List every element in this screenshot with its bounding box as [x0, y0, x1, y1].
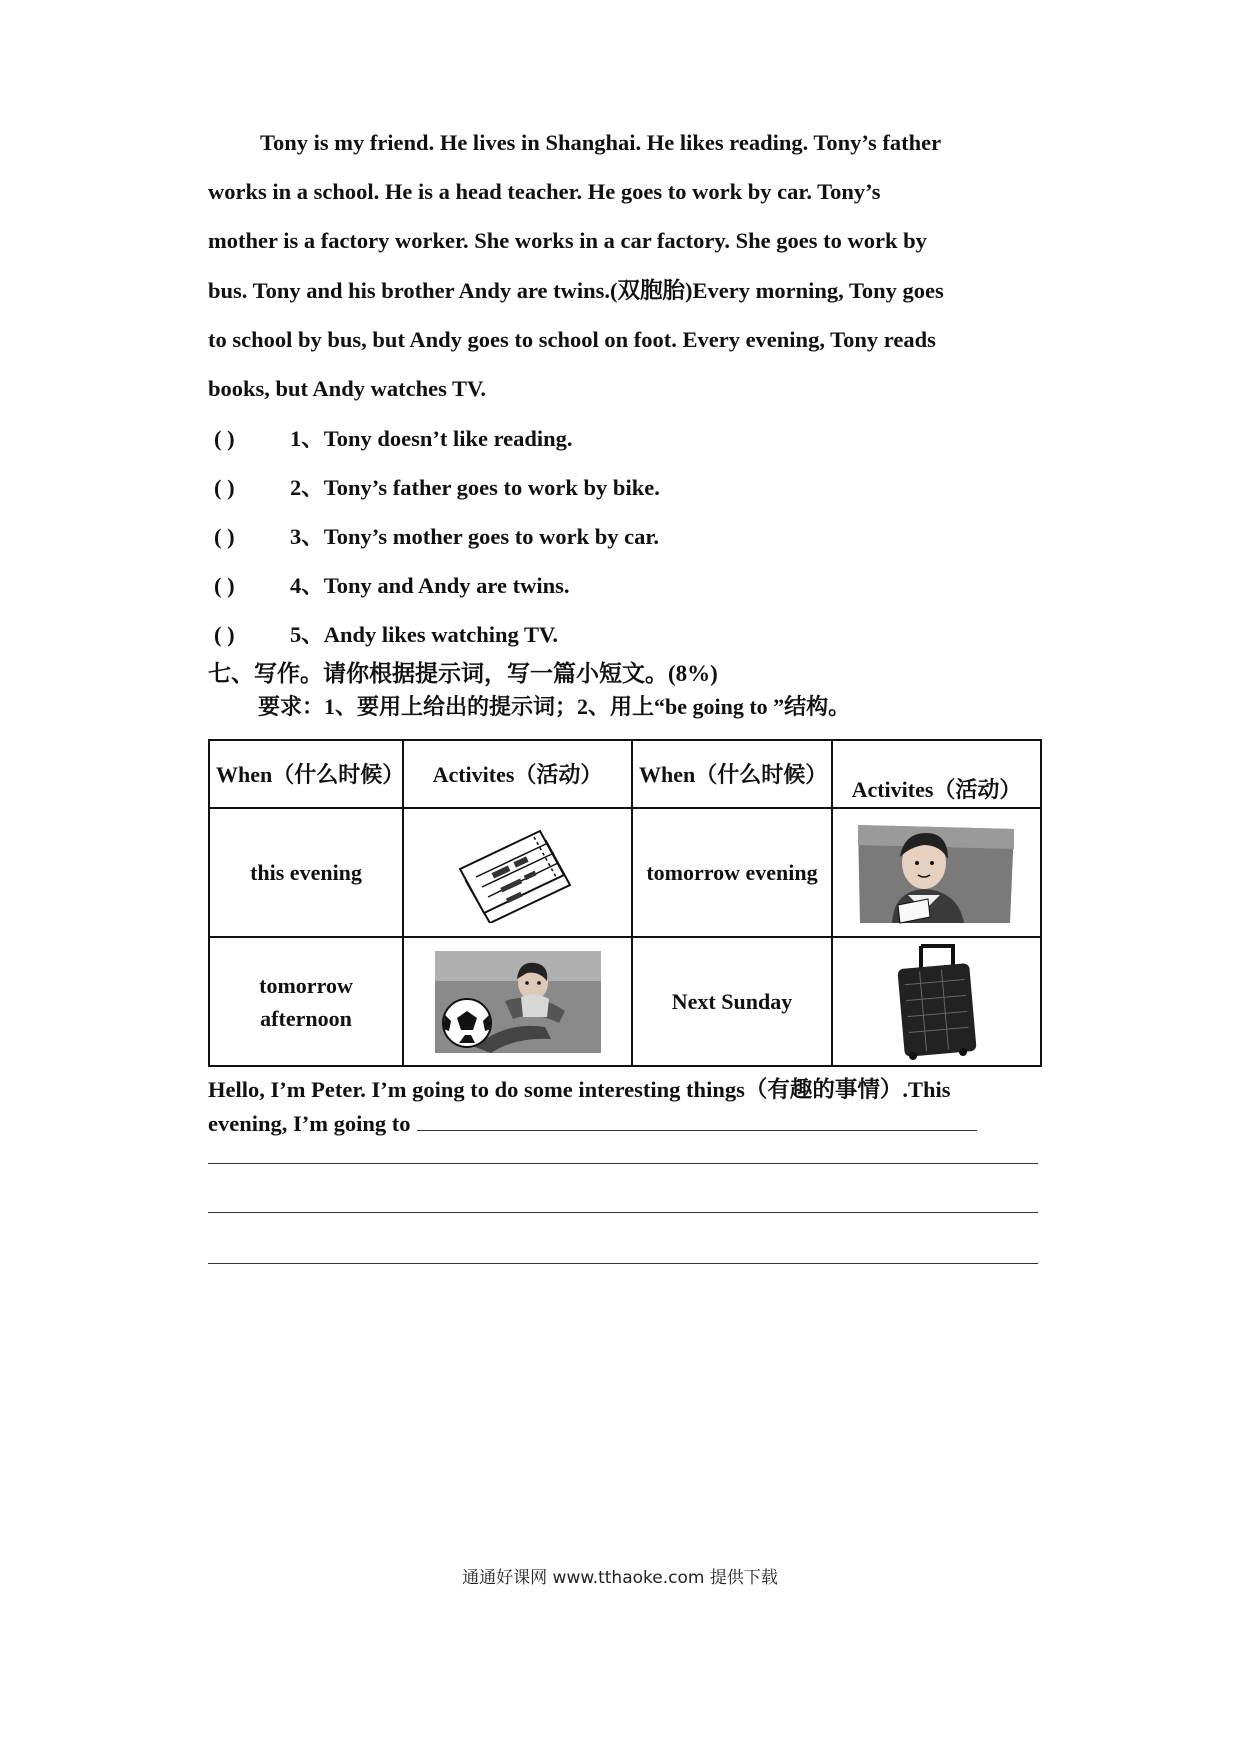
suitcase-icon [887, 942, 987, 1062]
section-title: 七、写作。请你根据提示词，写一篇小短文。(8%) [208, 661, 718, 686]
answer-blank[interactable]: ( ) [214, 524, 235, 549]
activity-cell [832, 937, 1041, 1066]
movie-tickets-icon [448, 823, 588, 923]
activity-cell [403, 808, 632, 937]
activity-cell [403, 937, 632, 1066]
passage-line: to school by bus, but Andy goes to school on foot. Every evening, Tony reads [208, 326, 936, 352]
header-when: When（什么时候） [209, 740, 403, 808]
question-text: 1、Tony doesn’t like reading. [290, 426, 573, 451]
when-cell: tomorrow evening [632, 808, 832, 937]
passage-line: books, but Andy watches TV. [208, 376, 487, 402]
question-item [214, 610, 1034, 659]
table-header-row [209, 740, 1041, 808]
header-activities: Activites（活动） [403, 740, 632, 808]
question-text: 2、Tony’s father goes to work by bike. [290, 475, 660, 500]
header-when: When（什么时候） [632, 740, 832, 808]
answer-blank[interactable]: ( ) [214, 622, 235, 647]
header-activities: Activites（活动） [832, 740, 1041, 808]
answer-blank[interactable]: ( ) [214, 475, 235, 500]
passage-line: mother is a factory worker. She works in a car factory. She goes to work by [208, 228, 927, 254]
question-item [214, 463, 1034, 512]
table-row [209, 937, 1041, 1066]
question-text: 3、Tony’s mother goes to work by car. [290, 524, 659, 549]
writing-prompt [208, 1073, 1044, 1141]
when-cell: tomorrow afternoon [209, 937, 403, 1066]
question-item [214, 561, 1034, 610]
passage-line: works in a school. He is a head teacher. He goes to work by car. Tony’s [208, 179, 881, 205]
table-row [209, 808, 1041, 937]
true-false-questions [214, 414, 1034, 659]
question-text: 4、Tony and Andy are twins. [290, 573, 570, 598]
reading-passage [208, 118, 1040, 413]
passage-line: bus. Tony and his brother Andy are twins.(双胞胎)Every morning, Tony goes [208, 277, 944, 303]
question-text: 5、Andy likes watching TV. [290, 622, 558, 647]
writing-blank-line[interactable] [208, 1212, 1038, 1213]
answer-blank[interactable]: ( ) [214, 426, 235, 451]
answer-blank[interactable]: ( ) [214, 573, 235, 598]
writing-intro: Hello, I’m Peter. I’m going to do some interesting things（有趣的事情）.This [208, 1077, 951, 1102]
question-item [214, 512, 1034, 561]
passage-line: Tony is my friend. He lives in Shanghai. He likes reading. Tony’s father [260, 130, 942, 155]
prompt-table [208, 739, 1042, 1067]
section-requirement: 要求：1、要用上给出的提示词；2、用上“be going to ”结构。 [258, 694, 851, 719]
boy-playing-football-icon [435, 951, 601, 1053]
footer-credit: 通通好课网 www.tthaoke.com 提供下载 [462, 1568, 778, 1588]
boy-reading-book-icon [854, 819, 1020, 927]
when-cell: Next Sunday [632, 937, 832, 1066]
when-cell: this evening [209, 808, 403, 937]
question-item [214, 414, 1034, 463]
writing-blank[interactable] [417, 1108, 977, 1131]
writing-blank-line[interactable] [208, 1263, 1038, 1264]
writing-start: evening, I’m going to [208, 1111, 411, 1136]
activity-cell [832, 808, 1041, 937]
writing-blank-line[interactable] [208, 1163, 1038, 1164]
